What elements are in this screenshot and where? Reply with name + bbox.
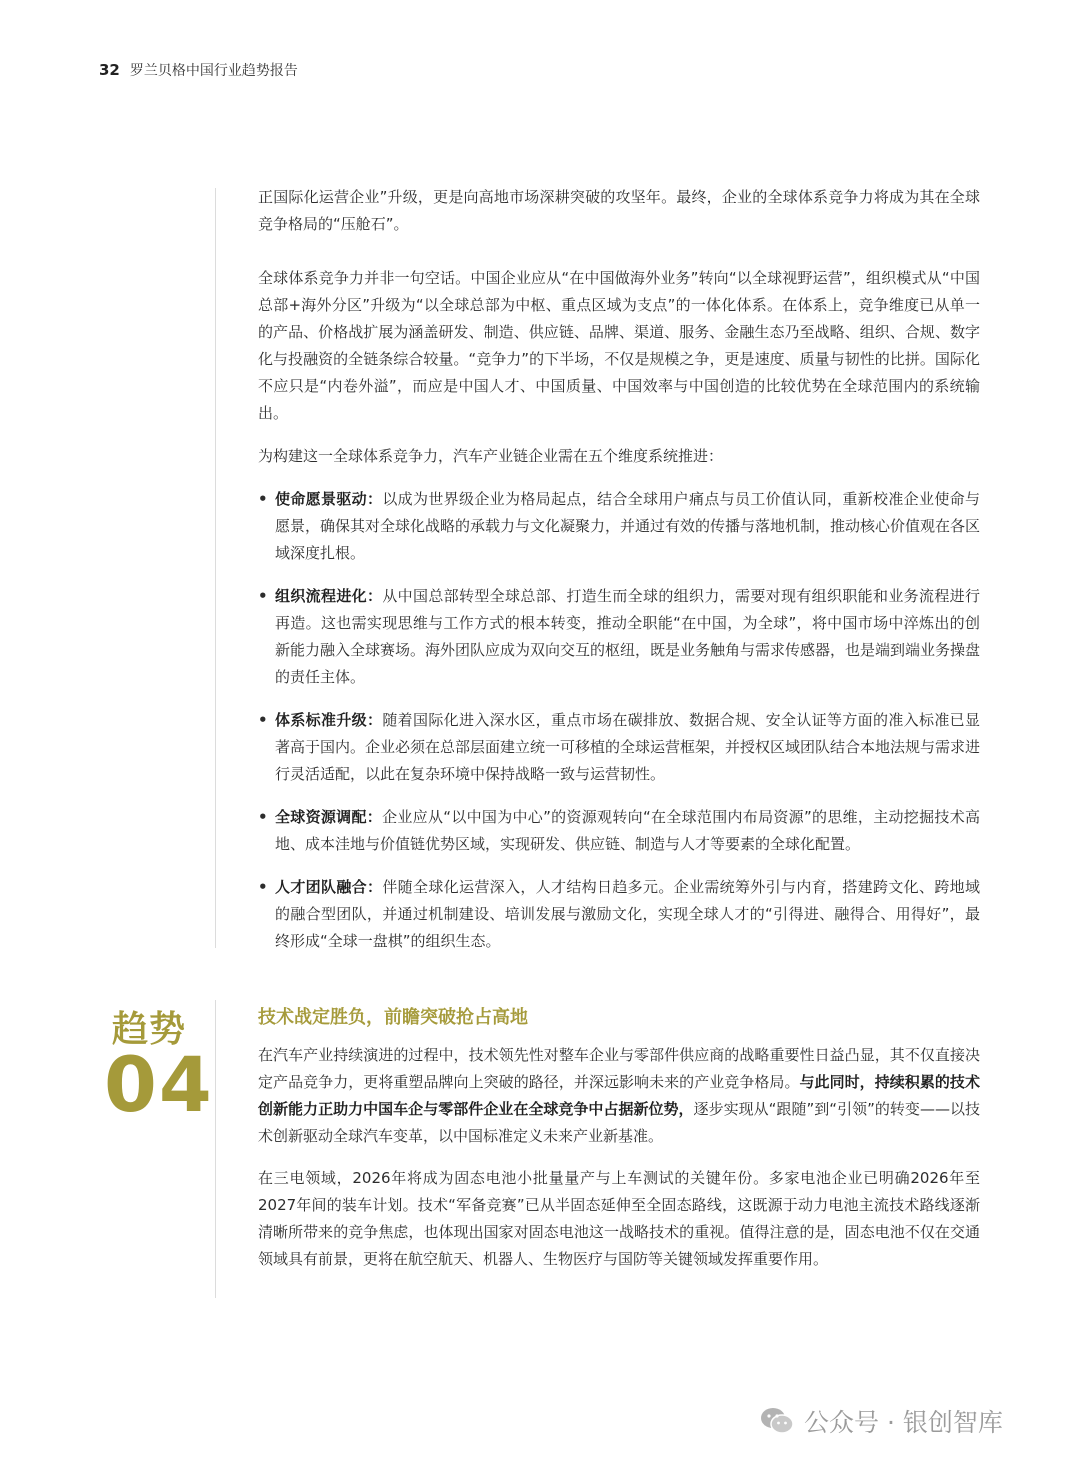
bullet-text: 从中国总部转型全球总部、打造生而全球的组织力，需要对现有组织职能和业务流程进行再造。这也需实现思维与工作方式的根本转变，推动全职能“在中国，为全球”，将中国市场中淬炼出的创新能力融入全球赛场。海外团队应成为双向交互的枢纽，既是业务触角与需求传感器，也是端到端业务操盘的责任主体。 xyxy=(275,587,981,686)
watermark-text: 公众号 · 银创智库 xyxy=(804,1408,1003,1437)
bullet-marker: • xyxy=(258,711,268,729)
bullet-item xyxy=(258,486,980,567)
trend-label: 趋势 xyxy=(112,1009,187,1050)
trend-paragraph-2: 在三电领域，2026年将成为固态电池小批量量产与上车测试的关键年份。多家电池企业已明确2026年至2027年间的装车计划。技术“军备竞赛”已从半固态延伸至全固态路线，这既源于动力电池主流技术路线逐渐清晰所带来的竞争焦虑，也体现出国家对固态电池这一战略技术的重视。值得注意的是，固态电池不仅在交通领域具有前景，更将在航空航天、机器人、生物医疗与国防等关键领域发挥重要作用。 xyxy=(258,1169,980,1268)
trend-paragraph-1-tail: 逐步实现从“跟随”到“引领”的转变——以技术创新驱动全球汽车变革，以中国标准定义未来产业新基准。 xyxy=(258,1100,980,1145)
bullet-marker: • xyxy=(258,587,268,605)
left-rule-top xyxy=(215,188,216,948)
report-title: 罗兰贝格中国行业趋势报告 xyxy=(129,63,298,79)
bullet-text: 企业应从“以中国为中心”的资源观转向“在全球范围内布局资源”的思维，主动挖掘技术高地、成本洼地与价值链优势区域，实现研发、供应链、制造与人才等要素的全球化配置。 xyxy=(275,808,980,853)
bullet-term: 全球资源调配： xyxy=(275,808,383,826)
wechat-icon xyxy=(760,1406,794,1436)
bullet-term: 组织流程进化： xyxy=(275,587,383,605)
bullet-item xyxy=(258,707,980,788)
page-number: 32 xyxy=(99,61,120,79)
bullet-marker: • xyxy=(258,878,268,896)
page-header xyxy=(99,60,298,80)
bullet-text: 随着国际化进入深水区，重点市场在碳排放、数据合规、安全认证等方面的准入标准已显著高于国内。企业必须在总部层面建立统一可移植的全球运营框架，并授权区域团队结合本地法规与需求进行灵活适配，以此在复杂环境中保持战略一致与运营韧性。 xyxy=(275,711,981,783)
trend-paragraph-1-emphasis: 与此同时，持续积累的技术创新能力正助力中国车企与零部件企业在全球竞争中占据新位势， xyxy=(258,1073,980,1118)
intro-paragraph-1: 正国际化运营企业”升级，更是向高地市场深耕突破的攻坚年。最终，企业的全球体系竞争力将成为其在全球竞争格局的“压舱石”。 xyxy=(258,188,980,233)
bullet-text: 以成为世界级企业为格局起点，结合全球用户痛点与员工价值认同，重新校准企业使命与愿景，确保其对全球化战略的承载力与文化凝聚力，并通过有效的传播与落地机制，推动核心价值观在各区域深度扎根。 xyxy=(275,490,981,562)
bullet-item xyxy=(258,804,980,858)
section-title: 技术战定胜负，前瞻突破抢占高地 xyxy=(258,1007,528,1028)
watermark xyxy=(760,1403,1003,1439)
left-rule-bottom xyxy=(215,1000,216,1298)
bullet-term: 人才团队融合： xyxy=(275,878,383,896)
intro-paragraph-2: 全球体系竞争力并非一句空话。中国企业应从“在中国做海外业务”转向“以全球视野运营”，组织模式从“中国总部+海外分区”升级为“以全球总部为中枢、重点区域为支点”的一体化体系。在体系上，竞争维度已从单一的产品、价格战扩展为涵盖研发、制造、供应链、品牌、渠道、服务、金融生态乃至战略、组织、合规、数字化与投融资的全链条综合较量。“竞争力”的下半场，不仅是规模之争，更是速度、质量与韧性的比拼。国际化不应只是“内卷外溢”，而应是中国人才、中国质量、中国效率与中国创造的比较优势在全球范围内的系统输出。 xyxy=(258,269,980,422)
trend-paragraph-1 xyxy=(258,1042,980,1150)
intro-paragraph-3: 为构建这一全球体系竞争力，汽车产业链企业需在五个维度系统推进： xyxy=(258,447,724,465)
bullet-item xyxy=(258,583,980,691)
trend-number: 04 xyxy=(104,1040,214,1129)
bullet-marker: • xyxy=(258,490,268,508)
bullet-term: 体系标准升级： xyxy=(275,711,383,729)
bullet-text: 伴随全球化运营深入，人才结构日趋多元。企业需统筹外引与内育，搭建跨文化、跨地域的融合型团队，并通过机制建设、培训发展与激励文化，实现全球人才的“引得进、融得合、用得好”，最终形成“全球一盘棋”的组织生态。 xyxy=(275,878,980,950)
trend-paragraph-1-lead: 在汽车产业持续演进的过程中，技术领先性对整车企业与零部件供应商的战略重要性日益凸显，其不仅直接决定产品竞争力，更将重塑品牌向上突破的路径，并深远影响未来的产业竞争格局。 xyxy=(258,1046,980,1091)
bullet-item xyxy=(258,874,980,955)
bullet-marker: • xyxy=(258,808,268,826)
bullet-term: 使命愿景驱动： xyxy=(275,490,383,508)
